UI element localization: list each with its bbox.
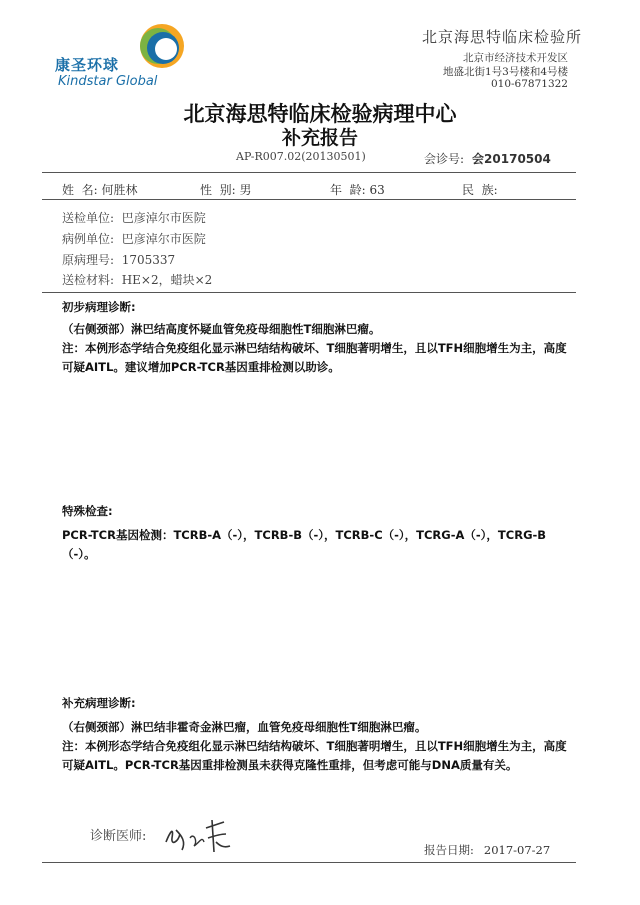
original-pathology-number xyxy=(62,251,175,268)
patient-sex xyxy=(200,181,252,198)
supplementary-diagnosis-text xyxy=(62,718,574,775)
patient-name xyxy=(62,181,138,198)
special-exam-text xyxy=(62,526,574,564)
divider xyxy=(42,199,576,200)
divider xyxy=(42,172,576,173)
footer-divider xyxy=(42,862,576,863)
meta-label: 原病理号: xyxy=(62,253,115,267)
initial-diagnosis-heading: 初步病理诊断: xyxy=(62,300,136,314)
name-value: 何胜林 xyxy=(101,183,138,197)
submitting-unit xyxy=(62,209,206,226)
diagnosis-note: 注：本例形态学结合免疫组化显示淋巴结结构破坏、T细胞著明增生，且以TFH细胞增生为主，高度可疑AITL。建议增加PCR-TCR基因重排检测以助诊。 xyxy=(62,341,567,374)
lab-address-line: 北京市经济技术开发区 xyxy=(463,52,568,64)
ethnicity-label: 民 族: xyxy=(462,183,498,197)
meta-label: 病例单位: xyxy=(62,232,115,246)
logo-english-name: Kindstar Global xyxy=(58,74,158,89)
meta-label: 送检单位: xyxy=(62,211,115,225)
divider xyxy=(42,292,576,293)
lab-address-line: 地盛北街1号3号楼和4号楼 xyxy=(442,66,568,78)
report-subtitle: 补充报告 xyxy=(281,127,358,149)
meta-value: 巴彦淖尔市医院 xyxy=(121,211,206,225)
lab-phone: 010-67871322 xyxy=(490,78,568,90)
kindstar-logo-icon xyxy=(136,20,188,72)
consult-value: 会20170504 xyxy=(472,152,551,166)
report-date xyxy=(424,842,550,858)
report-title: 北京海思特临床检验病理中心 xyxy=(183,102,457,126)
meta-value: 巴彦淖尔市医院 xyxy=(121,232,206,246)
special-exam-heading: 特殊检查: xyxy=(62,504,113,518)
meta-value: 1705337 xyxy=(121,253,176,267)
sex-label: 性 别: xyxy=(200,183,236,197)
sex-value: 男 xyxy=(239,183,252,197)
pcr-result-line: PCR-TCR基因检测：TCRB-A（-），TCRB-B（-），TCRB-C（-），TCRG-A（-），TCRG-B（-）。 xyxy=(62,528,547,561)
document-code: AP-R007.02(20130501) xyxy=(236,150,366,163)
patient-age xyxy=(330,181,385,198)
supplementary-diagnosis-heading: 补充病理诊断: xyxy=(62,696,136,710)
report-date-value: 2017-07-27 xyxy=(483,843,551,857)
handwritten-signature-icon xyxy=(160,812,240,856)
case-unit xyxy=(62,230,206,247)
submitted-materials xyxy=(62,271,212,288)
meta-value: HE×2，蜡块×2 xyxy=(121,273,213,287)
initial-diagnosis-text xyxy=(62,320,574,377)
age-value: 63 xyxy=(369,183,385,197)
diagnosis-line: （右侧颈部）淋巴结非霍奇金淋巴瘤，血管免疫母细胞性T细胞淋巴瘤。 xyxy=(62,720,427,734)
lab-name: 北京海思特临床检验所 xyxy=(421,28,582,46)
meta-label: 送检材料: xyxy=(62,273,115,287)
report-date-label: 报告日期: xyxy=(424,843,474,857)
diagnosis-note: 注：本例形态学结合免疫组化显示淋巴结结构破坏、T细胞著明增生，且以TFH细胞增生为主，高度可疑AITL。PCR-TCR基因重排检测虽未获得克隆性重排，但考虑可能与DNA质量有关。 xyxy=(62,739,567,772)
name-label: 姓 名: xyxy=(62,183,98,197)
age-label: 年 龄: xyxy=(330,183,366,197)
diagnosis-line: （右侧颈部）淋巴结高度怀疑血管免疫母细胞性T细胞淋巴瘤。 xyxy=(62,322,381,336)
consultation-number xyxy=(424,150,551,167)
consult-label: 会诊号: xyxy=(424,152,465,166)
patient-ethnicity xyxy=(462,181,498,198)
logo-chinese-name: 康圣环球 xyxy=(55,56,120,74)
signature-label: 诊断医师: xyxy=(90,829,147,844)
